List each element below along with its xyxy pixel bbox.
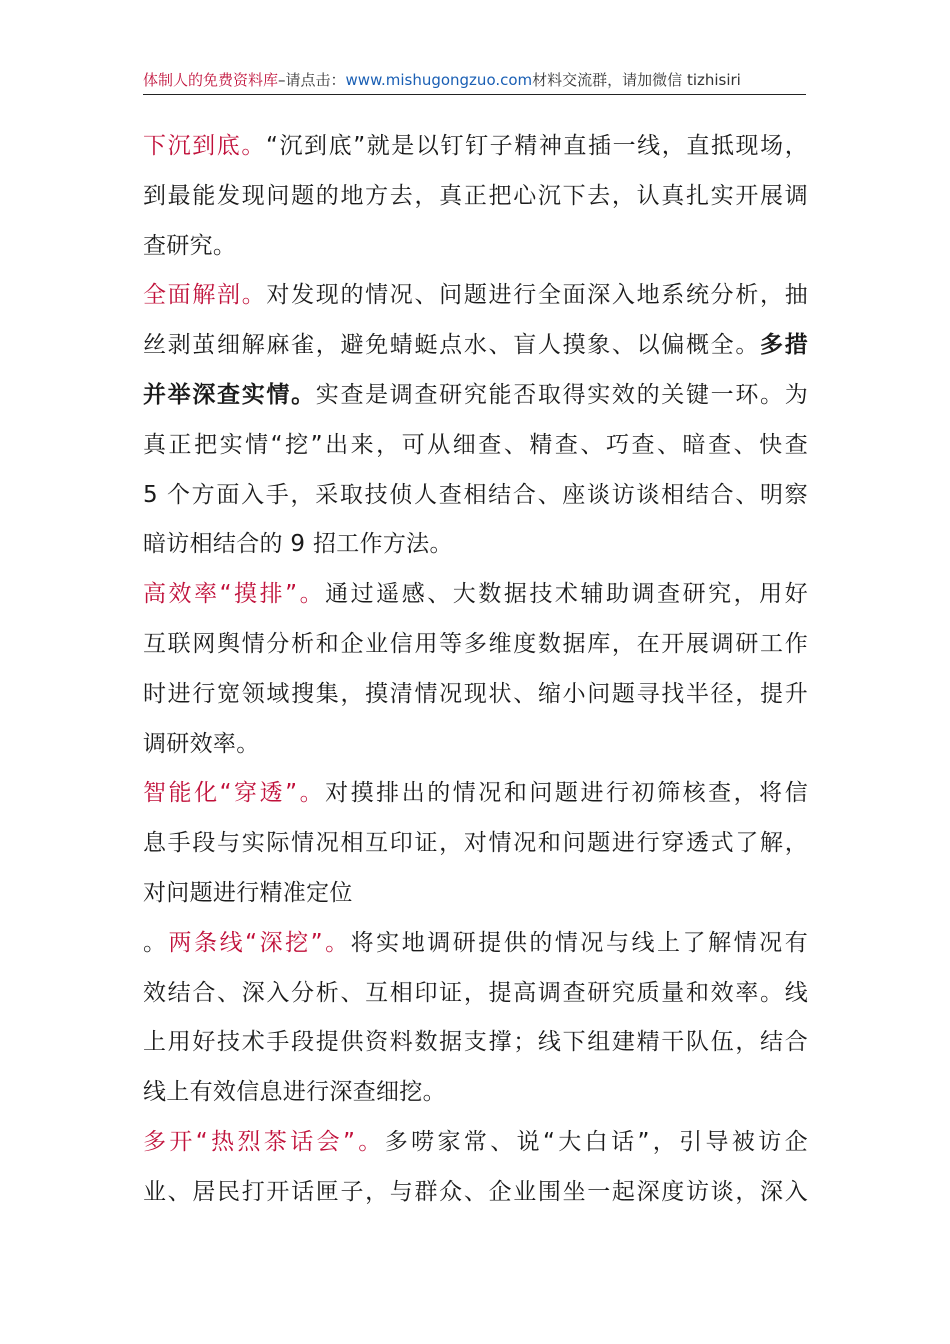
line-text: 时进行宽领域搜集，摸清情况现状、缩小问题寻找半径，提升 <box>143 680 808 707</box>
text-line <box>143 570 808 620</box>
line-text: 5 个方面入手，采取技侦人查相结合、座谈访谈相结合、明察 <box>143 481 808 508</box>
document-body <box>143 122 808 1218</box>
section-heading: 全面解剖。 <box>143 282 267 309</box>
bold-heading: 并举深查实情。 <box>143 381 316 408</box>
line-text: 查研究。 <box>143 232 237 259</box>
line-text: “沉到底”就是以钉钉子精神直插一线，直抵现场， <box>265 133 808 159</box>
header-prompt: –请点击： <box>278 71 346 89</box>
line-text: 息手段与实际情况相互印证，对情况和问题进行穿透式了解， <box>143 830 808 857</box>
line-text: 。 <box>143 929 169 956</box>
text-line <box>143 172 808 222</box>
header-link[interactable]: www.mishugongzuo.com <box>345 71 533 89</box>
text-line <box>143 769 808 819</box>
section-heading: 多开“热烈茶话会”。 <box>143 1128 385 1155</box>
header-brand: 体制人的免费资料库 <box>143 71 279 89</box>
section-heading: 两条线“深挖”。 <box>168 929 351 956</box>
text-line <box>143 421 808 471</box>
text-line <box>143 371 808 421</box>
text-line <box>143 321 808 371</box>
line-text: 将实地调研提供的情况与线上了解情况有 <box>350 929 808 956</box>
line-text: 到最能发现问题的地方去，真正把心沉下去，认真扎实开展调 <box>143 182 808 209</box>
text-line <box>143 919 808 969</box>
section-heading: 下沉到底。 <box>143 133 266 159</box>
line-text: 业、居民打开话匣子，与群众、企业围坐一起深度访谈，深入 <box>143 1178 808 1205</box>
header-tail: 材料交流群，请加微信 tizhisiri <box>532 71 741 89</box>
text-line <box>143 222 808 272</box>
bold-heading: 多措 <box>760 332 808 359</box>
line-text: 对发现的情况、问题进行全面深入地系统分析，抽 <box>266 282 808 309</box>
line-text: 效结合、深入分析、互相印证，提高调查研究质量和效率。线 <box>143 979 808 1006</box>
text-line <box>143 819 808 869</box>
text-line <box>143 122 808 172</box>
text-line <box>143 1018 808 1068</box>
line-text: 对问题进行精准定位 <box>143 879 353 906</box>
line-text: 丝剥茧细解麻雀，避免蜻蜓点水、盲人摸象、以偏概全。 <box>143 332 761 359</box>
text-line <box>143 1118 808 1168</box>
text-line <box>143 969 808 1019</box>
line-text: 对摸排出的情况和问题进行初筛核查，将信 <box>325 780 808 807</box>
text-line <box>143 869 808 919</box>
line-text: 上用好技术手段提供资料数据支撑；线下组建精干队伍，结合 <box>143 1029 808 1056</box>
text-line <box>143 720 808 770</box>
line-text: 真正把实情“挖”出来，可从细查、精查、巧查、暗查、快查 <box>143 431 808 458</box>
text-line <box>143 670 808 720</box>
line-text: 互联网舆情分析和企业信用等多维度数据库，在开展调研工作 <box>143 630 808 657</box>
text-line <box>143 620 808 670</box>
line-text: 暗访相结合的 9 招工作方法。 <box>143 531 453 558</box>
text-line <box>143 1068 808 1118</box>
text-line <box>143 1168 808 1218</box>
page-header <box>143 68 806 95</box>
line-text: 线上有效信息进行深查细挖。 <box>143 1079 446 1106</box>
line-text: 多唠家常、说“大白话”，引导被访企 <box>384 1128 808 1155</box>
line-text: 实查是调查研究能否取得实效的关键一环。为 <box>315 381 808 408</box>
text-line <box>143 520 808 570</box>
section-heading: 高效率“摸排”。 <box>143 581 326 608</box>
line-text: 通过遥感、大数据技术辅助调查研究，用好 <box>325 581 808 608</box>
line-text: 调研效率。 <box>143 730 260 757</box>
text-line <box>143 471 808 521</box>
text-line <box>143 271 808 321</box>
section-heading: 智能化“穿透”。 <box>143 780 326 807</box>
